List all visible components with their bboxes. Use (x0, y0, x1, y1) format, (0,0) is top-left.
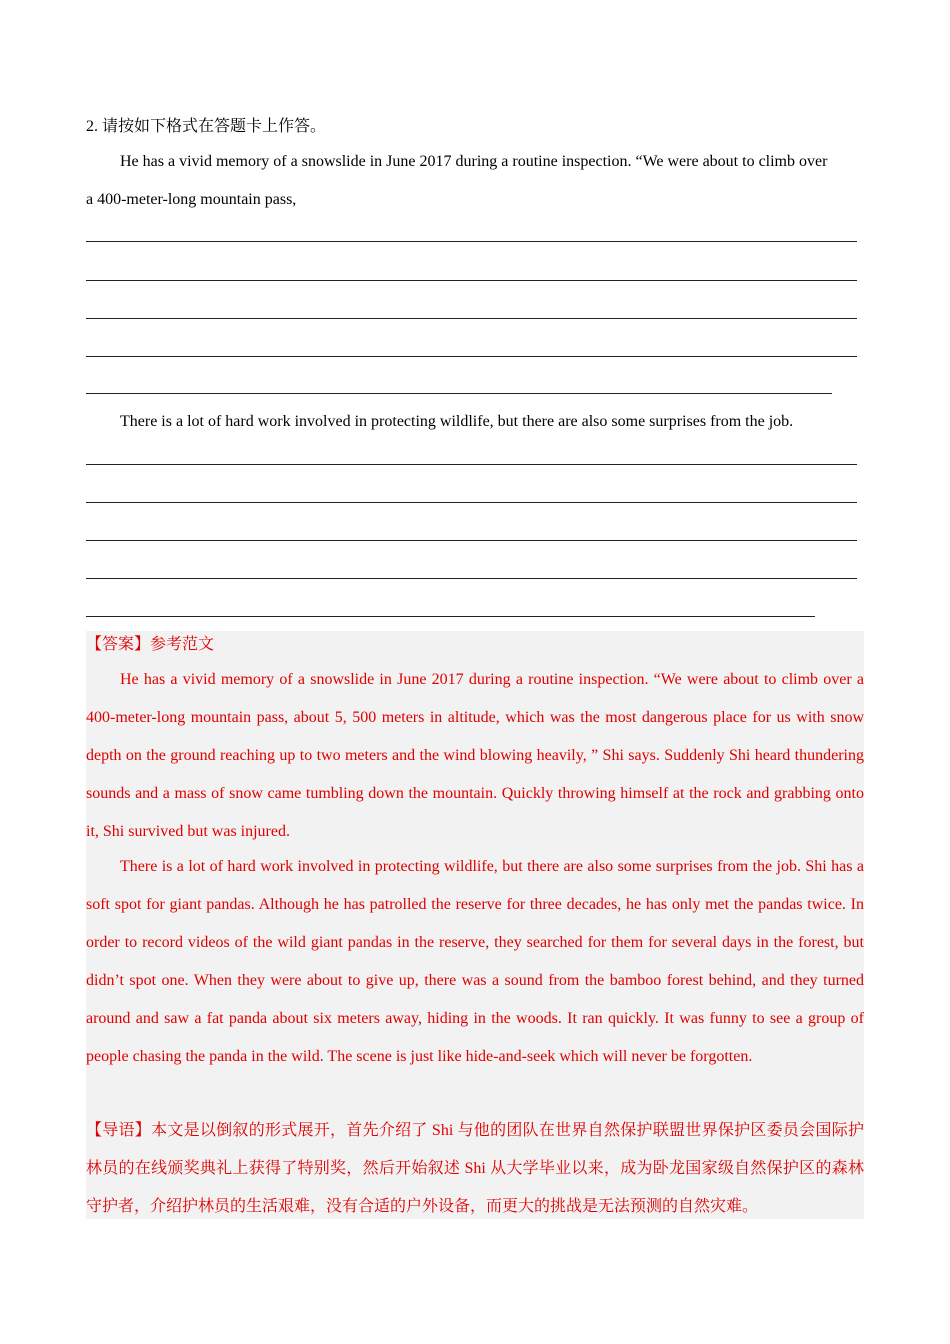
guide-text: 【导语】本文是以倒叙的形式展开，首先介绍了 Shi 与他的团队在世界自然保护联盟世界保护区委员会国际护林员的在线颁奖典礼上获得了特别奖，然后开始叙述 Shi 从大学毕业以来，成为卧龙国家级自然保护区的森林守护者，介绍护林员的生活艰难，没有合适的户外设备，而更大的挑战是无法预测的自然灾难。 (86, 1122, 864, 1215)
instruction-text: 2. 请按如下格式在答题卡上作答。 (86, 118, 327, 135)
answer-blank-line (86, 540, 857, 541)
answer-paragraph-2: There is a lot of hard work involved in protecting wildlife, but there are also some surprises from the job. Shi has a soft spot for giant pandas. Although he has patrolled the reserve for three decades, he has only met the pandas twice. In order to record videos of the wild giant pandas in the reserve, they searched for them for several days in the forest, but didn’t spot one. When they were about to give up, there was a sound from the bamboo forest behind, and they turned around and saw a fat panda about six meters away, hiding in the woods. It ran quickly. It was funny to see a group of people chasing the panda in the wild. The scene is just like hide-and-seek which will never be forgotten. (86, 858, 864, 1065)
answer-blank-line (86, 318, 857, 319)
prompt1-line1: He has a vivid memory of a snowslide in June 2017 during a routine inspection. “We were about to climb over (120, 153, 828, 170)
prompt1-line2: a 400-meter-long mountain pass, (86, 191, 297, 208)
answer-paragraph-1: He has a vivid memory of a snowslide in June 2017 during a routine inspection. “We were about to climb over a 400-meter-long mountain pass, about 5, 500 meters in altitude, which was the most dangerous place for us with snow depth on the ground reaching up to two meters and the wind blowing heavily, ” Shi says. Suddenly Shi heard thundering sounds and a mass of snow came tumbling down the mountain. Quickly throwing himself at the rock and grabbing onto it, Shi survived but was injured. (86, 671, 864, 840)
prompt2-text: There is a lot of hard work involved in protecting wildlife, but there are also some surprises from the job. (120, 413, 794, 430)
answer-label: 【答案】参考范文 (86, 636, 215, 653)
answer-blank-line (86, 280, 857, 281)
answer-blank-line (86, 464, 857, 465)
answer-blank-line (86, 241, 857, 242)
answer-blank-line (86, 393, 832, 394)
answer-blank-line (86, 356, 857, 357)
answer-blank-line (86, 502, 857, 503)
answer-blank-line (86, 616, 815, 617)
answer-blank-line (86, 578, 857, 579)
